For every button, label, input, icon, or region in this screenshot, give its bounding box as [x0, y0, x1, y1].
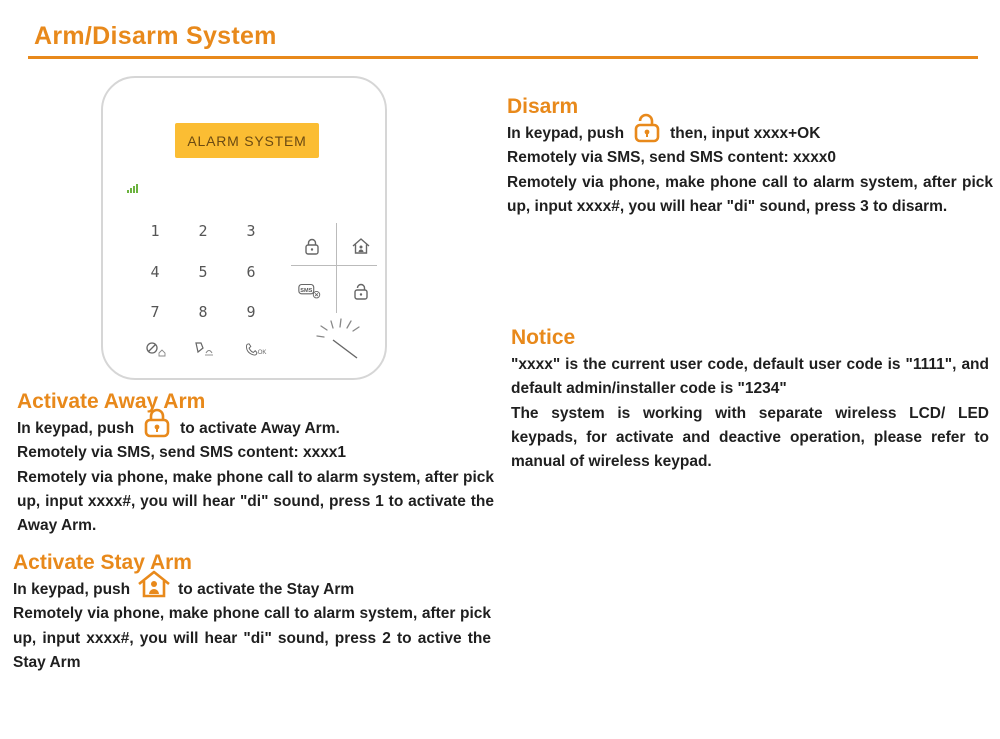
key-6: 6 [246, 263, 256, 281]
stay-arm-keypad-text: In keypad, push [13, 581, 131, 598]
key-8: 8 [198, 303, 208, 321]
key-2: 2 [198, 222, 208, 240]
away-arm-sms-line: Remotely via SMS, send SMS content: xxxx1 [17, 444, 347, 462]
notice-title: Notice [511, 326, 576, 349]
signal-strength-icon [127, 184, 138, 193]
disarm-phone-line: Remotely via phone, make phone call to alarm system, after pick up, input xxxx#, you will hear "di" sound, press 3 to disarm. [507, 173, 993, 215]
away-arm-keypad-text: In keypad, push [17, 420, 135, 437]
call-ok-key-icon [243, 336, 269, 362]
disarm-keypad-line [507, 122, 993, 146]
disarm-unlock-icon [348, 278, 374, 304]
disarm-section [507, 94, 993, 219]
notice-section [511, 325, 989, 474]
disarm-unlock-icon [630, 113, 664, 151]
sms-icon [297, 278, 323, 304]
key-5: 5 [198, 263, 208, 281]
stay-arm-keypad-after-text: to activate the Stay Arm [178, 581, 355, 598]
sos-key-icon [313, 318, 373, 363]
title-divider [28, 56, 978, 59]
function-key-divider-vertical [336, 223, 337, 313]
cancel-key-icon [143, 336, 169, 362]
svg-text:OK: OK [257, 350, 267, 357]
stay-arm-phone-line: Remotely via phone, make phone call to alarm system, after pick up, input xxxx#, you will hear "di" sound, press 2 to active the Stay Arm [13, 605, 491, 671]
away-arm-phone-line: Remotely via phone, make phone call to alarm system, after pick up, input xxxx#, you will hear "di" sound, press 1 to activate the Away Arm. [17, 468, 494, 535]
stay-arm-home-icon [348, 233, 374, 259]
away-arm-title: Activate Away Arm [17, 390, 206, 413]
away-arm-lock-icon [140, 408, 174, 446]
keypad-device-illustration [101, 76, 387, 380]
key-1: 1 [150, 222, 160, 240]
key-3: 3 [246, 222, 256, 240]
disarm-sms-line: Remotely via SMS, send SMS content: xxxx0 [507, 149, 837, 167]
sos-panic-key-icon [191, 336, 217, 362]
stay-arm-keypad-line [13, 578, 491, 602]
disarm-keypad-after-text: then, input xxxx+OK [670, 125, 821, 142]
notice-keypad-paragraph: The system is working with separate wireless LCD/ LED keypads, for activate and deactive operation, please refer to manual of wireless keypad. [511, 404, 989, 471]
lcd-display: ALARM SYSTEM [175, 123, 319, 158]
stay-arm-title: Activate Stay Arm [13, 551, 192, 574]
disarm-title: Disarm [507, 95, 579, 118]
page-title: Arm/Disarm System [34, 22, 277, 50]
key-4: 4 [150, 263, 160, 281]
away-arm-section [17, 389, 494, 538]
away-arm-keypad-line [17, 417, 494, 441]
function-key-divider-horizontal [291, 265, 377, 266]
stay-arm-section [13, 550, 491, 675]
key-9: 9 [246, 303, 256, 321]
stay-arm-home-icon [136, 569, 172, 607]
svg-text:SMS: SMS [300, 287, 313, 294]
away-arm-keypad-after-text: to activate Away Arm. [180, 420, 340, 437]
notice-code-paragraph: "xxxx" is the current user code, default user code is "1111", and default admin/installer code is "1234" [511, 356, 989, 398]
away-arm-lock-icon [299, 233, 325, 259]
disarm-keypad-text: In keypad, push [507, 125, 625, 142]
key-7: 7 [150, 303, 160, 321]
